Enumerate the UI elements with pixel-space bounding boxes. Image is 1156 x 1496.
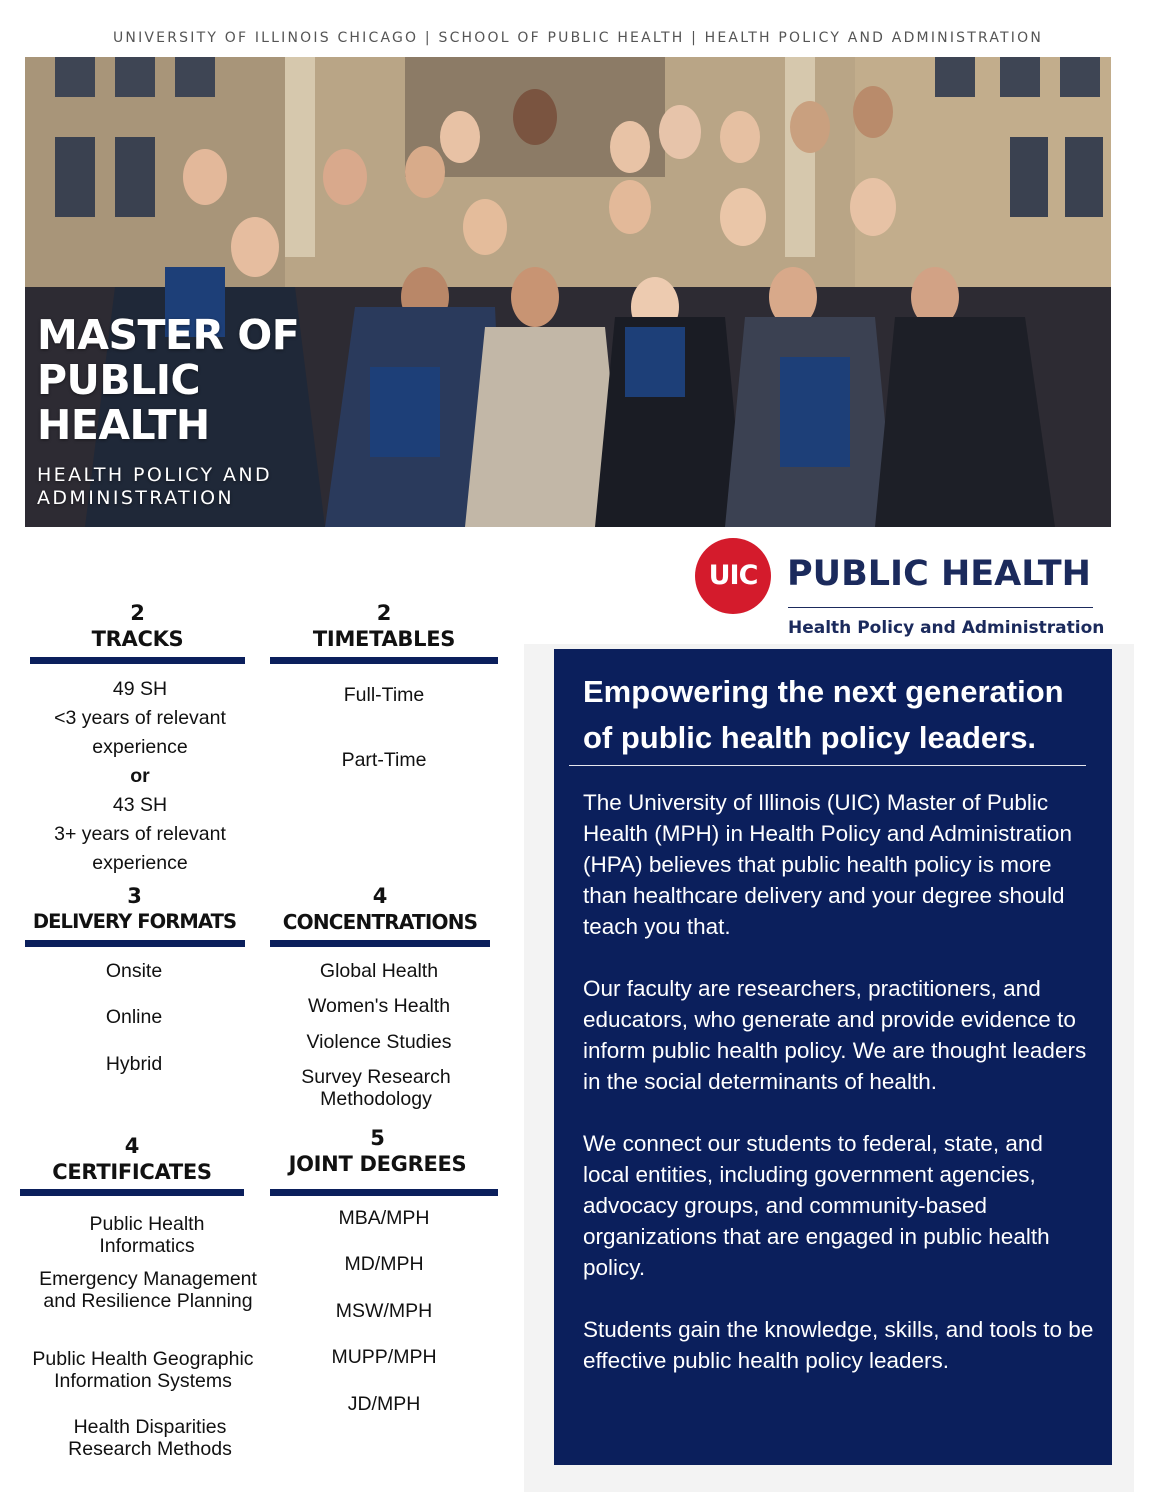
- mission-paragraph: We connect our students to federal, state, and local entities, including government agencies, advocacy groups, and community-based organizations that are engaged in public health policy.: [583, 1131, 1050, 1280]
- list-item: 49 SH: [112, 678, 168, 700]
- list-item: <3 years of relevant: [54, 707, 226, 729]
- certificates-heading: [20, 1133, 244, 1185]
- tracks-count: 2: [130, 601, 145, 625]
- list-item: experience: [92, 736, 188, 758]
- tracks-list: [25, 675, 255, 878]
- tracks-heading: [30, 600, 245, 652]
- certificate-item: Health Disparities Research Methods: [68, 1416, 232, 1460]
- headline-line-1: Empowering the next generation: [583, 674, 1064, 709]
- delivery-bar: [25, 940, 245, 947]
- certificate-item: Public Health Informatics: [89, 1213, 205, 1257]
- mission-panel: [554, 649, 1112, 1465]
- timetables-bar: [270, 657, 498, 664]
- joint-degrees-bar: [270, 1189, 498, 1196]
- headline-line-2: of public health policy leaders.: [583, 720, 1037, 755]
- list-item: or: [130, 765, 150, 787]
- joint-degrees-count: 5: [370, 1126, 385, 1150]
- delivery-item: Onsite: [105, 960, 163, 982]
- delivery-item: Online: [105, 1006, 163, 1028]
- certificate-item: Public Health Geographic Information Systems: [32, 1348, 254, 1392]
- uic-logo-mark: UIC: [695, 538, 771, 614]
- delivery-item: Hybrid: [105, 1053, 163, 1075]
- hero-subtitle: HEALTH POLICY AND ADMINISTRATION: [37, 464, 273, 509]
- concentration-item: Violence Studies: [306, 1031, 452, 1053]
- mission-paragraph: Our faculty are researchers, practitioners, and educators, who generate and provide evidence to inform public health policy. We are thought leaders in the social determinants of health.: [583, 976, 1087, 1094]
- concentrations-label: CONCENTRATIONS: [282, 910, 478, 934]
- certificates-bar: [20, 1189, 244, 1196]
- joint-degree-item: MD/MPH: [344, 1253, 424, 1275]
- delivery-heading: [22, 883, 247, 935]
- logo-department: Health Policy and Administration: [788, 618, 1105, 638]
- joint-degree-item: MBA/MPH: [338, 1207, 430, 1229]
- timetables-count: 2: [376, 601, 392, 625]
- timetable-item: Part-Time: [341, 749, 427, 771]
- concentrations-count: 4: [372, 884, 388, 908]
- concentration-item: Women's Health: [307, 995, 451, 1017]
- timetables-heading: [270, 600, 498, 652]
- joint-degree-item: MSW/MPH: [335, 1300, 433, 1322]
- logo-name: PUBLIC HEALTH: [787, 554, 1091, 594]
- mission-body: [583, 787, 1095, 1407]
- certificates-label: CERTIFICATES: [52, 1160, 212, 1184]
- concentration-item: Survey Research Methodology: [301, 1066, 451, 1110]
- concentrations-heading: [270, 883, 490, 935]
- joint-degrees-label: JOINT DEGREES: [288, 1152, 467, 1176]
- mission-headline: [583, 669, 1103, 761]
- list-item: 3+ years of relevant: [54, 823, 226, 845]
- delivery-count: 3: [127, 884, 142, 908]
- list-item: experience: [92, 852, 188, 874]
- timetables-label: TIMETABLES: [312, 627, 456, 651]
- joint-degree-item: JD/MPH: [347, 1393, 421, 1415]
- hero-photo: [25, 57, 1111, 527]
- mission-paragraph: Students gain the knowledge, skills, and tools to be effective public health policy leaders.: [583, 1317, 1094, 1373]
- group-photo: [25, 57, 1111, 527]
- timetable-item: Full-Time: [343, 684, 425, 706]
- joint-degrees-heading: [270, 1125, 485, 1177]
- concentrations-bar: [270, 940, 490, 947]
- hero-title: MASTER OF PUBLIC HEALTH: [37, 311, 300, 449]
- list-item: 43 SH: [112, 794, 168, 816]
- header-line: UNIVERSITY OF ILLINOIS CHICAGO | SCHOOL OF PUBLIC HEALTH | HEALTH POLICY AND ADMINISTRATION: [112, 30, 1044, 46]
- panel-divider: [569, 765, 1086, 766]
- joint-degree-item: MUPP/MPH: [331, 1346, 437, 1368]
- certificate-item: Emergency Management and Resilience Planning: [39, 1268, 257, 1312]
- tracks-bar: [30, 657, 245, 664]
- tracks-label: TRACKS: [91, 627, 184, 651]
- mission-paragraph: The University of Illinois (UIC) Master of Public Health (MPH) in Health Policy and Administration (HPA) believes that public health policy is more than healthcare delivery and your degree should teach you that.: [583, 790, 1072, 939]
- uic-public-health-logo: [695, 538, 1105, 643]
- certificates-count: 4: [124, 1134, 140, 1158]
- logo-divider: [788, 607, 1093, 608]
- concentration-item: Global Health: [319, 960, 439, 982]
- delivery-label: DELIVERY FORMATS: [32, 910, 237, 933]
